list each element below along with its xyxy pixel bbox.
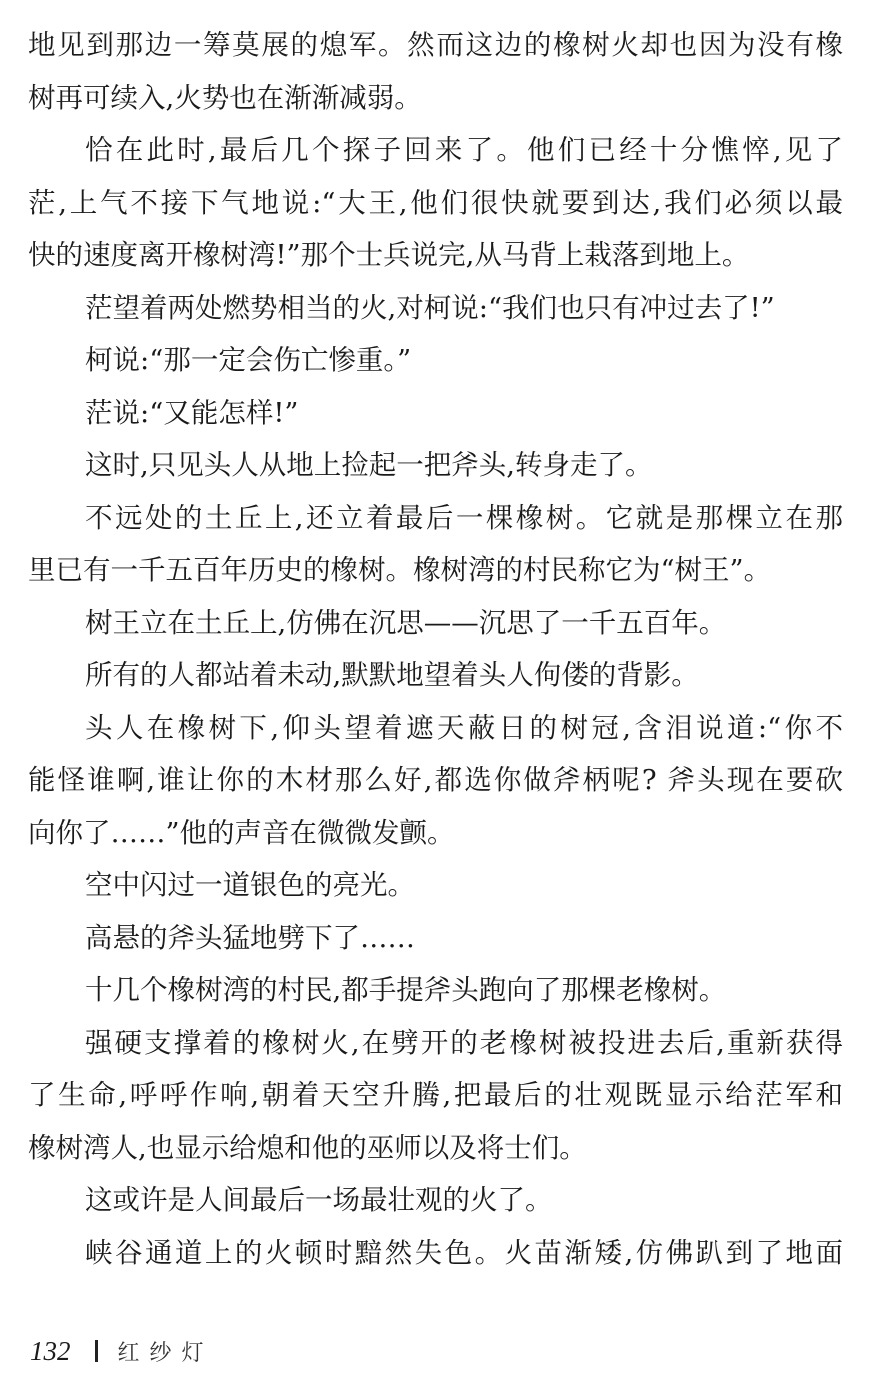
text-line: 了生命,呼呼作响,朝着天空升腾,把最后的壮观既显示给茫军和	[28, 1079, 843, 1111]
text-line: 峡谷通道上的火顿时黯然失色。火苗渐矮,仿佛趴到了地面	[85, 1236, 843, 1269]
footer-divider	[95, 1340, 98, 1362]
text-line: 里已有一千五百年历史的橡树。橡树湾的村民称它为“树王”。	[28, 554, 772, 586]
text-line: 向你了……”他的声音在微微发颤。	[28, 816, 455, 849]
text-line: 这时,只见头人从地上捡起一把斧头,转身走了。	[85, 449, 653, 481]
text-line: 不远处的土丘上,还立着最后一棵橡树。它就是那棵立在那	[85, 501, 843, 534]
page-number: 132	[30, 1335, 71, 1366]
book-title: 红纱灯	[117, 1340, 214, 1366]
text-line: 这或许是人间最后一场最壮观的火了。	[85, 1184, 553, 1216]
text-line: 茫望着两处燃势相当的火,对柯说:“我们也只有冲过去了!”	[85, 291, 775, 324]
text-line: 恰在此时,最后几个探子回来了。他们已经十分憔悴,见了	[85, 134, 843, 166]
text-line: 茫说:“又能怎样!”	[85, 396, 299, 429]
text-line: 空中闪过一道银色的亮光。	[85, 869, 415, 901]
text-line: 橡树湾人,也显示给熄和他的巫师以及将士们。	[28, 1131, 587, 1164]
text-line: 快的速度离开橡树湾!”那个士兵说完,从马背上栽落到地上。	[28, 239, 750, 271]
page-footer	[30, 1333, 214, 1369]
text-line: 地见到那边一筹莫展的熄军。然而这边的橡树火却也因为没有橡	[28, 29, 843, 61]
text-line: 树再可续入,火势也在渐渐减弱。	[28, 81, 422, 114]
text-line: 茫,上气不接下气地说:“大王,他们很快就要到达,我们必须以最	[28, 186, 843, 219]
body-text	[28, 19, 843, 1279]
text-line: 能怪谁啊,谁让你的木材那么好,都选你做斧柄呢? 斧头现在要砍	[28, 764, 843, 796]
text-line: 柯说:“那一定会伤亡惨重。”	[85, 344, 412, 376]
text-line: 头人在橡树下,仰头望着遮天蔽日的树冠,含泪说道:“你不	[85, 711, 843, 744]
text-line: 强硬支撑着的橡树火,在劈开的老橡树被投进去后,重新获得	[85, 1026, 843, 1059]
text-line: 高悬的斧头猛地劈下了……	[85, 921, 415, 954]
text-line: 树王立在土丘上,仿佛在沉思——沉思了一千五百年。	[85, 606, 727, 639]
text-line: 所有的人都站着未动,默默地望着头人佝偻的背影。	[85, 659, 699, 691]
text-line: 十几个橡树湾的村民,都手提斧头跑向了那棵老橡树。	[85, 974, 727, 1006]
